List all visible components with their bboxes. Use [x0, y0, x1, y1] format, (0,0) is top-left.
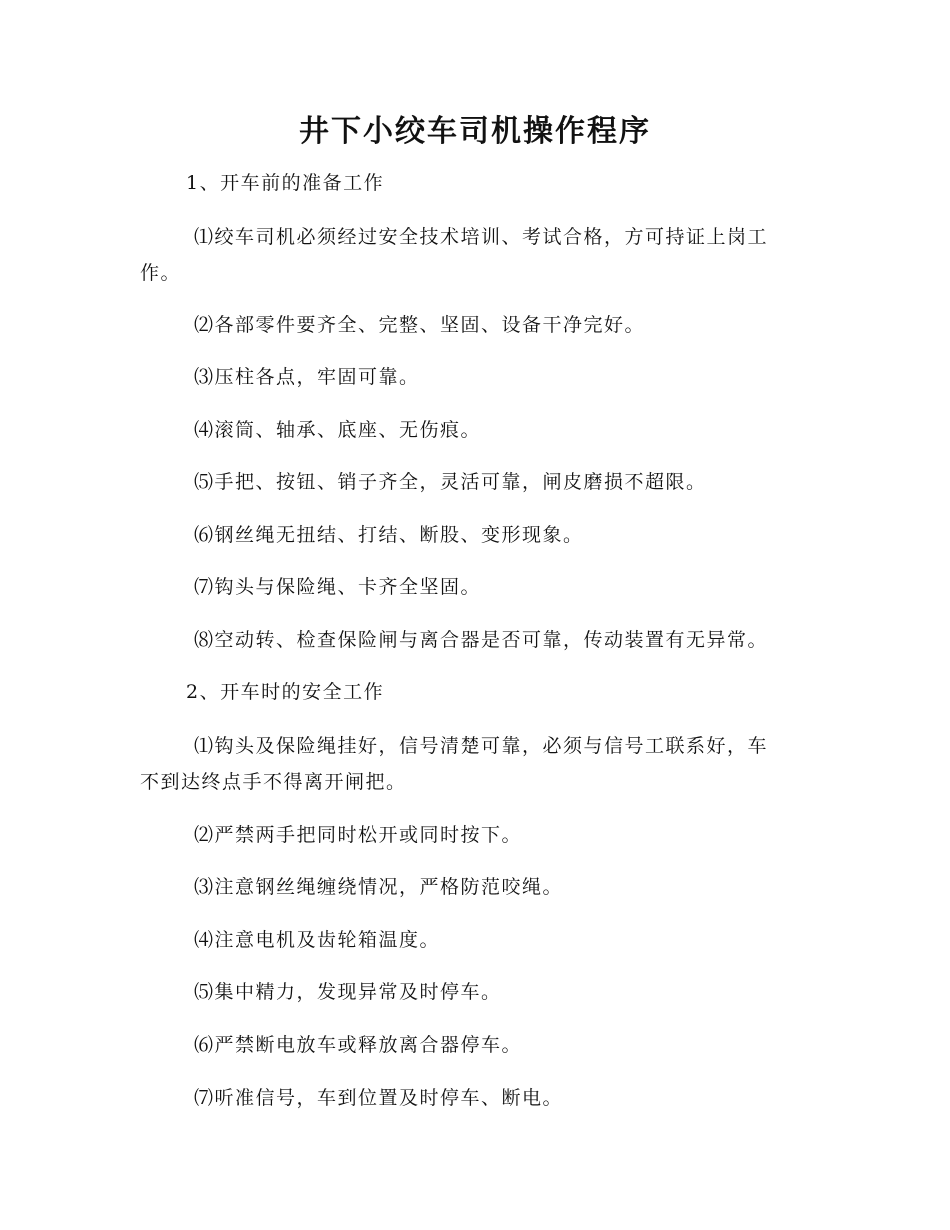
paragraph-2-3: ⑶注意钢丝绳缠绕情况，严格防范咬绳。	[194, 876, 564, 898]
section-heading-1: 1、开车前的准备工作	[186, 172, 385, 194]
paragraph-2-4: ⑷注意电机及齿轮箱温度。	[194, 929, 441, 951]
paragraph-2-6: ⑹严禁断电放车或释放离合器停车。	[194, 1034, 523, 1056]
paragraph-1-7: ⑺钩头与保险绳、卡齐全坚固。	[194, 576, 482, 598]
section-heading-2: 2、开车时的安全工作	[186, 681, 385, 703]
paragraph-1-8: ⑻空动转、检查保险闸与离合器是否可靠，传动装置有无异常。	[194, 629, 769, 651]
paragraph-1-1-cont: 作。	[140, 262, 182, 284]
paragraph-2-1-cont: 不到达终点手不得离开闸把。	[140, 771, 407, 793]
paragraph-1-2: ⑵各部零件要齐全、完整、坚固、设备干净完好。	[194, 314, 646, 336]
paragraph-2-7: ⑺听准信号，车到位置及时停车、断电。	[194, 1087, 564, 1109]
paragraph-2-5: ⑸集中精力，发现异常及时停车。	[194, 981, 502, 1003]
paragraph-1-6: ⑹钢丝绳无扭结、打结、断股、变形现象。	[194, 524, 584, 546]
paragraph-2-1: ⑴钩头及保险绳挂好，信号清楚可靠，必须与信号工联系好，车	[194, 735, 769, 757]
paragraph-1-4: ⑷滚筒、轴承、底座、无伤痕。	[194, 419, 482, 441]
document-title: 井下小绞车司机操作程序	[299, 114, 651, 149]
paragraph-2-2: ⑵严禁两手把同时松开或同时按下。	[194, 824, 523, 846]
paragraph-1-1: ⑴绞车司机必须经过安全技术培训、考试合格，方可持证上岗工	[194, 226, 769, 248]
paragraph-1-3: ⑶压柱各点，牢固可靠。	[194, 366, 420, 388]
paragraph-1-5: ⑸手把、按钮、销子齐全，灵活可靠，闸皮磨损不超限。	[194, 471, 707, 493]
